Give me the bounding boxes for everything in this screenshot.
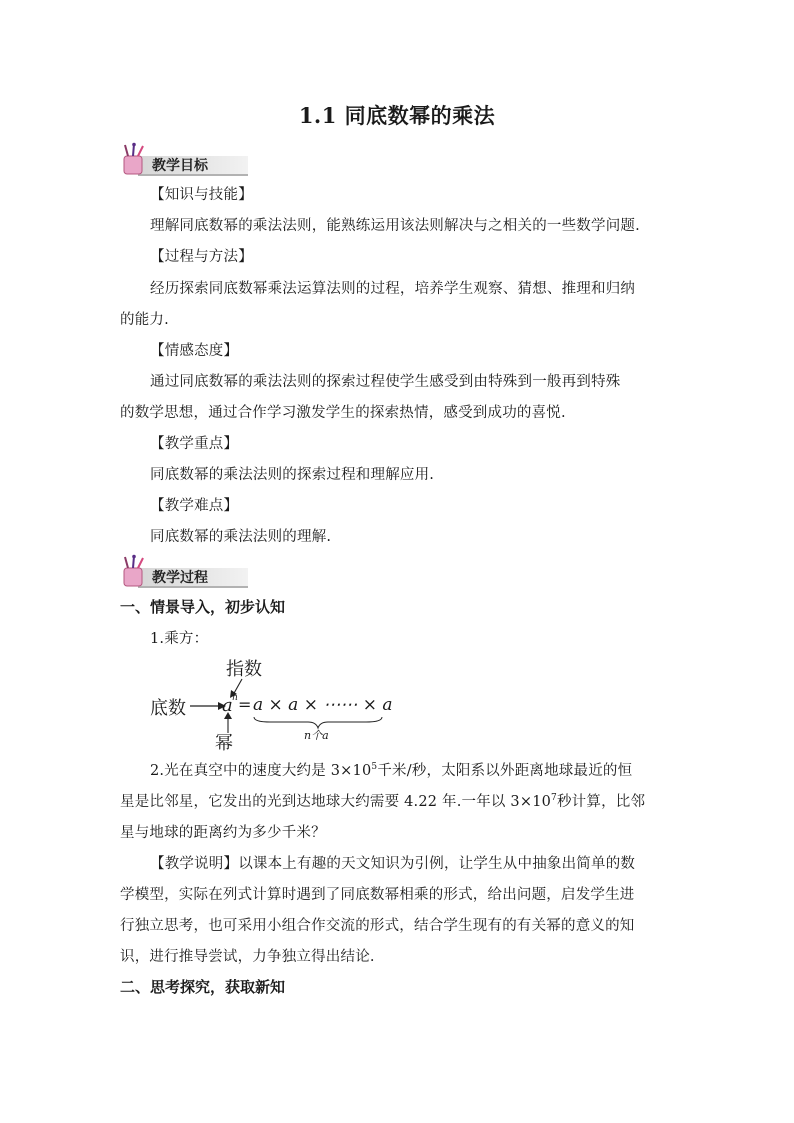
badge-label: 教学目标 bbox=[152, 158, 208, 174]
section1-heading: 一、情景导入，初步认知 bbox=[120, 598, 286, 616]
attitude-heading: 【情感态度】 bbox=[150, 343, 239, 359]
process-heading: 【过程与方法】 bbox=[150, 249, 253, 265]
section2-heading: 二、思考探究，获取新知 bbox=[120, 978, 286, 996]
item2-line1-part2: 千米/秒，太阳系以外距离地球最近的恒 bbox=[377, 763, 633, 779]
page-title: 1.1 同底数幂的乘法 bbox=[298, 103, 496, 128]
item2-line1-exponent: 5 bbox=[371, 762, 378, 772]
key-point-text: 同底数幂的乘法法则的探索过程和理解应用. bbox=[150, 467, 435, 483]
teaching-note-line4: 识，进行推导尝试，力争独立得出结论. bbox=[120, 949, 375, 965]
knowledge-heading: 【知识与技能】 bbox=[150, 187, 253, 203]
process-text-line2: 的能力. bbox=[120, 312, 169, 328]
attitude-text-line2: 的数学思想，通过合作学习激发学生的探索热情，感受到成功的喜悦. bbox=[120, 405, 566, 421]
exponent-label: 指数 bbox=[226, 659, 262, 680]
power-label: 幂 bbox=[215, 733, 233, 754]
item2-line2-part1: 星是比邻星，它发出的光到达地球大约需要 4.22 年.一年以 3×10 bbox=[120, 794, 552, 810]
item2-line2 bbox=[120, 790, 645, 811]
badge-label: 教学过程 bbox=[152, 570, 208, 586]
difficult-point-text: 同底数幂的乘法法则的理解. bbox=[150, 529, 332, 545]
item2-line2-part2: 秒计算，比邻 bbox=[556, 794, 646, 810]
badge-teaching-process bbox=[118, 560, 258, 590]
badge-teaching-goals bbox=[118, 148, 258, 178]
item2-line1-part1: 2.光在真空中的速度大约是 3×10 bbox=[150, 763, 372, 779]
attitude-text-line1: 通过同底数幂的乘法法则的探索过程使学生感受到由特殊到一般再到特殊 bbox=[150, 374, 621, 390]
product-expansion: a × a × ⋯⋯ × a bbox=[253, 695, 393, 715]
knowledge-text: 理解同底数幂的乘法法则，能熟练运用该法则解决与之相关的一些数学问题. bbox=[150, 218, 640, 234]
key-point-heading: 【教学重点】 bbox=[150, 436, 239, 452]
pencil-cup-icon bbox=[118, 142, 154, 178]
process-text-line1: 经历探索同底数幂乘法运算法则的过程，培养学生观察、猜想、推理和归纳 bbox=[150, 281, 636, 297]
item2-line3: 星与地球的距离约为多少千米？ bbox=[120, 825, 326, 841]
pencil-cup-icon bbox=[118, 554, 154, 590]
item2-line1 bbox=[150, 759, 632, 780]
power-notation-diagram bbox=[150, 655, 410, 755]
difficult-point-heading: 【教学难点】 bbox=[150, 498, 239, 514]
teaching-note-line3: 行独立思考，也可采用小组合作交流的形式，结合学生现有的有关幂的意义的知 bbox=[120, 918, 635, 934]
item1-text: 1.乘方： bbox=[150, 631, 209, 647]
brace-note: n个a bbox=[304, 729, 329, 742]
teaching-note-line1: 【教学说明】以课本上有趣的天文知识为引例，让学生从中抽象出简单的数 bbox=[150, 856, 636, 872]
base-label: 底数 bbox=[150, 698, 186, 719]
item2-line2-exponent: 7 bbox=[551, 793, 557, 803]
exponent-variable: n bbox=[232, 693, 238, 703]
teaching-note-line2: 学模型，实际在列式计算时遇到了同底数幂相乘的形式，给出问题，启发学生进 bbox=[120, 887, 635, 903]
equals-sign: = bbox=[238, 695, 252, 714]
base-variable: a bbox=[222, 695, 233, 716]
